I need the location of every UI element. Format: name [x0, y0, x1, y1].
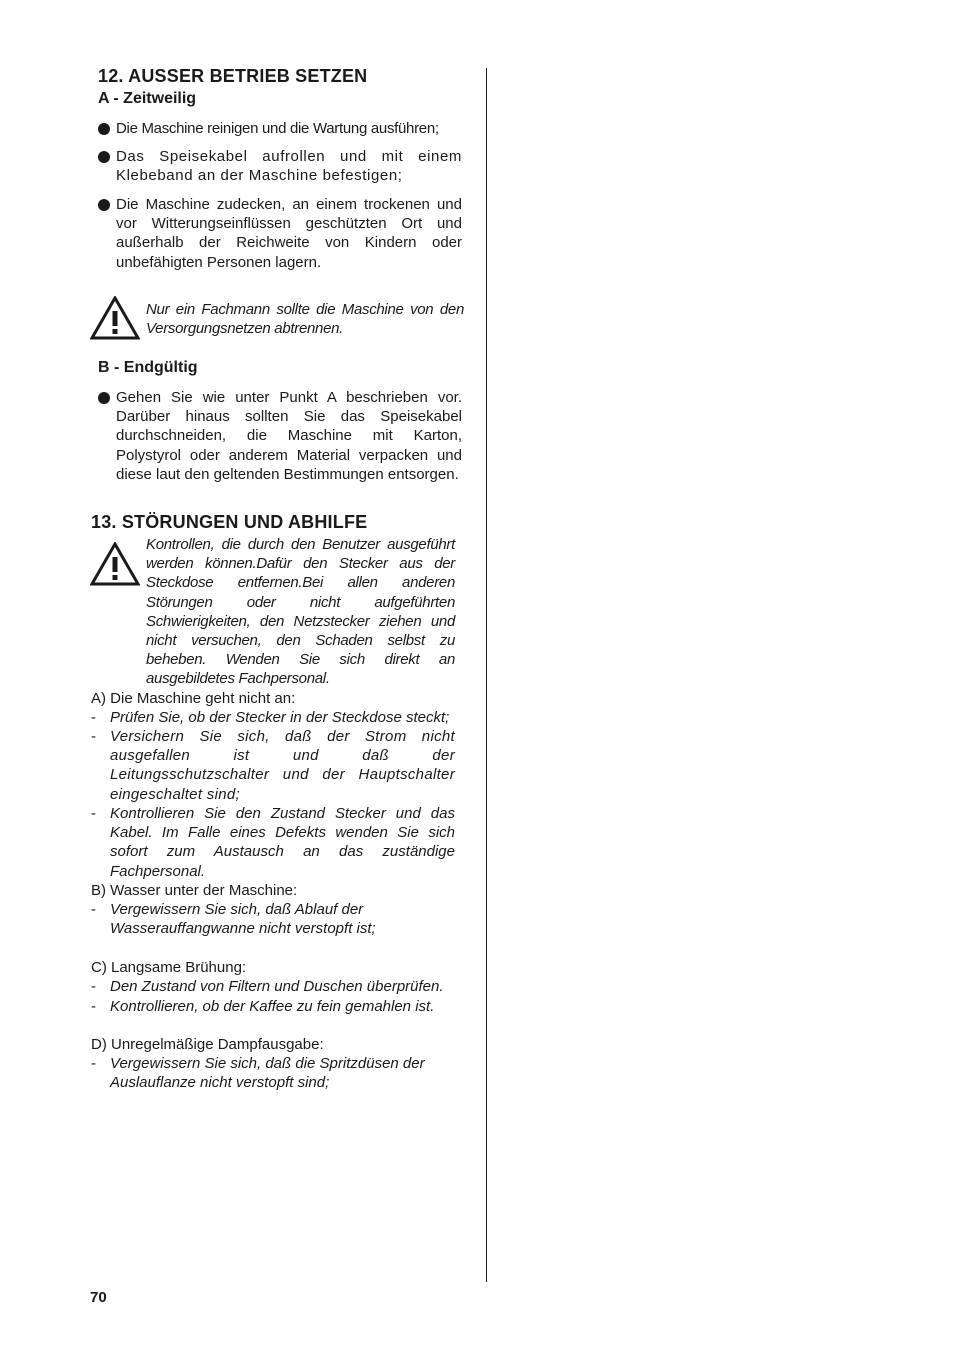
fault-item-text: Kontrollieren Sie den Zustand Stecker und das Kabel. Im Falle eines Defekts wenden Sie sich sofort zum Austausch an das zuständige Fachpersonal.: [110, 805, 455, 880]
fault-item-text: Versichern Sie sich, daß der Strom nicht ausgefallen ist und daß der Leitungsschutzschalter und der Hauptschalter eingeschaltet sind;: [110, 728, 455, 803]
fault-item-text: Prüfen Sie, ob der Stecker in der Steckdose steckt;: [110, 709, 450, 726]
fault-item: [91, 804, 455, 881]
fault-item: [91, 727, 455, 804]
subsection-b-title: B - Endgültig: [98, 359, 198, 376]
section-12-title: 12. AUSSER BETRIEB SETZEN: [98, 66, 368, 86]
bullet-icon: [98, 151, 110, 163]
subsection-a-title: A - Zeitweilig: [98, 90, 197, 107]
dash-marker: -: [91, 901, 96, 918]
bullet-item: [98, 119, 462, 138]
dash-marker: -: [91, 728, 97, 745]
dash-marker: -: [91, 998, 96, 1015]
fault-heading: C) Langsame Brühung:: [91, 959, 247, 976]
fault-heading: A) Die Maschine geht nicht an:: [91, 690, 296, 707]
warning-text: Kontrollen, die durch den Benutzer ausgeführt werden können.Dafür den Stecker aus der Steckdose entfernen.Bei allen anderen Störungen oder nicht aufgeführten Schwierigkeiten, den Netzstecker ziehen und nicht versuchen, den Schaden selbst zu beheben. Wenden Sie sich direkt an ausgebildetes Fachpersonal.: [146, 536, 455, 688]
bullet-icon: [98, 123, 110, 135]
warning-triangle-icon: [90, 542, 140, 586]
bullet-item: [98, 147, 462, 185]
bullet-text: Die Maschine zudecken, an einem trockenen und vor Witterungseinflüssen geschützten Ort und außerhalb der Reichweite von Kindern oder unbefähigten Personen lagern.: [116, 196, 462, 271]
dash-marker: -: [91, 709, 96, 726]
column-divider: [486, 68, 487, 1282]
bullet-icon: [98, 199, 110, 211]
warning-text: Nur ein Fachmann sollte die Maschine von den Versorgungsnetzen abtrennen.: [146, 301, 464, 338]
page-number: 70: [90, 1289, 107, 1306]
bullet-text: Gehen Sie wie unter Punkt A beschrieben vor. Darüber hinaus sollten Sie das Speisekabel durchschneiden, die Maschine mit Karton, Polystyrol oder anderem Material verpacken und diese laut den geltenden Bestimmungen entsorgen.: [116, 389, 462, 483]
warning-triangle-icon: [90, 296, 140, 340]
bullet-text: Die Maschine reinigen und die Wartung ausführen;: [116, 120, 439, 137]
fault-item: [91, 997, 455, 1016]
fault-item-text: Kontrollieren, ob der Kaffee zu fein gemahlen ist.: [110, 998, 435, 1015]
dash-marker: -: [91, 1055, 96, 1072]
fault-item-text: Vergewissern Sie sich, daß die Spritzdüsen der Auslauflanze nicht verstopft sind;: [110, 1055, 425, 1092]
bullet-text: Das Speisekabel aufrollen und mit einem Klebeband an der Maschine befestigen;: [116, 148, 462, 185]
section-13-title: 13. STÖRUNGEN UND ABHILFE: [91, 512, 368, 532]
bullet-icon: [98, 392, 110, 404]
fault-item-text: Vergewissern Sie sich, daß Ablauf der Wasserauffangwanne nicht verstopft ist;: [110, 901, 376, 938]
dash-marker: -: [91, 978, 96, 995]
fault-item: [91, 708, 455, 727]
fault-heading: D) Unregelmäßige Dampfausgabe:: [91, 1036, 324, 1053]
bullet-item: [98, 388, 462, 484]
fault-heading: B) Wasser unter der Maschine:: [91, 882, 298, 899]
fault-item-text: Den Zustand von Filtern und Duschen überprüfen.: [110, 978, 444, 995]
bullet-item: [98, 195, 462, 272]
dash-marker: -: [91, 805, 96, 822]
fault-item: [91, 977, 455, 996]
fault-item: [91, 1054, 451, 1092]
fault-item: [91, 900, 421, 938]
